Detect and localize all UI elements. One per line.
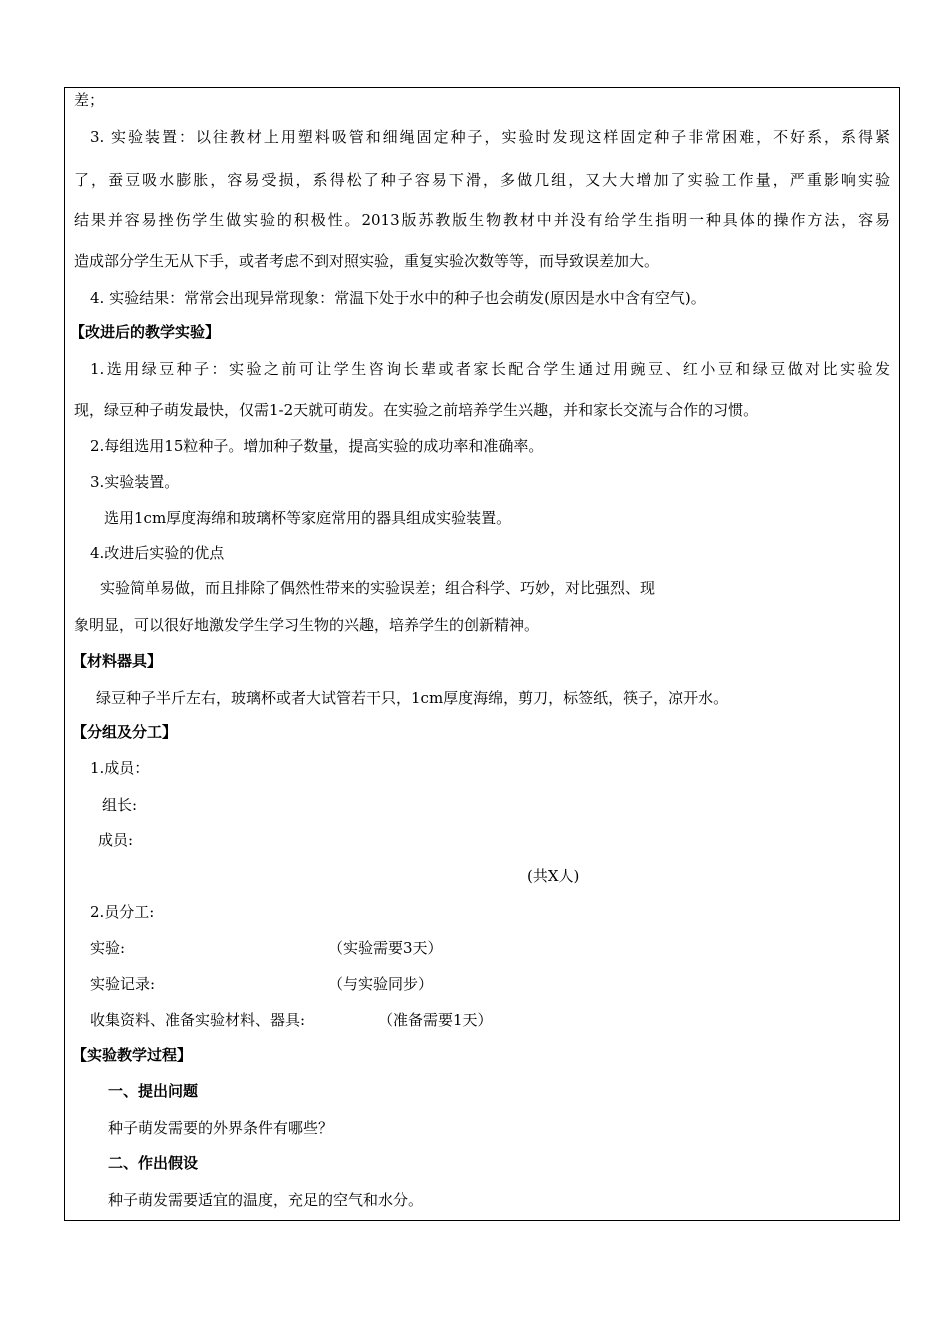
text-line: 选用1cm厚度海绵和玻璃杯等家庭常用的器具组成实验装置。	[104, 509, 512, 527]
text-line: 4. 实验结果：常常会出现异常现象：常温下处于水中的种子也会萌发(原因是水中含有空气)。	[90, 289, 706, 307]
text-line: 差；	[74, 91, 105, 109]
text-line: （准备需要1天）	[378, 1011, 493, 1029]
text-line: 绿豆种子半斤左右，玻璃杯或者大试管若干只，1cm厚度海绵，剪刀，标签纸，筷子，凉开水。	[96, 689, 729, 707]
text-line: 2.每组选用15粒种子。增加种子数量，提高实验的成功率和准确率。	[90, 437, 544, 455]
text-line: 1.选用绿豆种子：实验之前可让学生咨询长辈或者家长配合学生通过用豌豆、红小豆和绿豆做对比实验发	[90, 360, 890, 378]
text-line: 收集资料、准备实验材料、器具:	[90, 1011, 306, 1029]
text-line: (共X人)	[527, 867, 580, 885]
text-line: 实验:	[90, 939, 126, 957]
section-heading: 【材料器具】	[72, 652, 163, 670]
section-heading: 【实验教学过程】	[72, 1046, 193, 1064]
text-line: 组长:	[102, 796, 138, 814]
text-line: 象明显，可以很好地激发学生学习生物的兴趣，培养学生的创新精神。	[74, 616, 540, 634]
section-heading: 一、提出问题	[108, 1082, 199, 1100]
text-line: 了，蚕豆吸水膨胀，容易受损，系得松了种子容易下滑，多做几组，又大大增加了实验工作量，严重影响实验	[74, 171, 890, 189]
text-line: 2.员分工:	[90, 903, 155, 921]
text-line: 种子萌发需要的外界条件有哪些？	[108, 1119, 334, 1137]
text-line: 1.成员：	[90, 759, 150, 777]
text-line: 成员:	[98, 831, 134, 849]
text-line: （实验需要3天）	[328, 939, 443, 957]
section-heading: 二、作出假设	[108, 1154, 199, 1172]
text-line: 3. 实验装置：以往教材上用塑料吸管和细绳固定种子，实验时发现这样固定种子非常困难，不好系，系得紧	[90, 128, 890, 146]
text-line: 种子萌发需要适宜的温度，充足的空气和水分。	[108, 1191, 424, 1209]
text-line: 实验简单易做，而且排除了偶然性带来的实验误差；组合科学、巧妙，对比强烈、现	[100, 579, 656, 597]
text-line: 造成部分学生无从下手，或者考虑不到对照实验，重复实验次数等等，而导致误差加大。	[74, 252, 660, 270]
section-heading: 【分组及分工】	[72, 723, 178, 741]
text-line: 现，绿豆种子萌发最快，仅需1-2天就可萌发。在实验之前培养学生兴趣，并和家长交流与合作的习惯。	[74, 401, 759, 419]
text-line: 实验记录:	[90, 975, 156, 993]
text-line: 3.实验装置。	[90, 473, 180, 491]
text-line: （与实验同步）	[328, 975, 434, 993]
text-line: 结果并容易挫伤学生做实验的积极性。2013版苏教版生物教材中并没有给学生指明一种具体的操作方法，容易	[74, 211, 890, 229]
section-heading: 【改进后的教学实验】	[70, 323, 221, 341]
text-line: 4.改进后实验的优点	[90, 544, 225, 562]
